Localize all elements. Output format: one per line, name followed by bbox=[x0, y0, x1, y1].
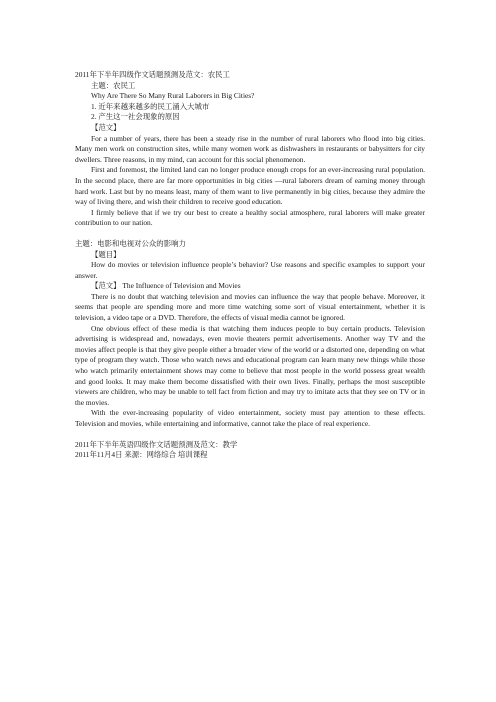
section2-topic: 主题：电影和电视对公众的影响力 bbox=[75, 238, 186, 248]
section-spacer bbox=[75, 229, 425, 239]
section2-paragraph-3: With the ever-increasing popularity of video entertainment, society must pay attention to these effects. Television and movies, while entertaining and informative, cannot take the place of real experience. bbox=[75, 408, 425, 428]
document-page bbox=[75, 70, 425, 461]
section2-question: How do movies or television influence people’s behavior? Use reasons and specific examples to support your answer. bbox=[75, 260, 425, 280]
section1-paragraph-3: I firmly believe that if we try our best to create a healthy social atmosphere, rural laborers will make greater contribution to our nation. bbox=[75, 207, 425, 228]
section1-paragraph-1: For a number of years, there has been a steady rise in the number of rural laborers who flood into big cities. Many men work on construction sites, while many women work as dishwashers in restaurants or babysitters for city dwellers. Three reasons, in my mind, can account for this social phenomenon. bbox=[75, 133, 425, 164]
section2-paragraph-1: There is no doubt that watching television and movies can influence the way that people behave. Moreover, it seems that people are spending more and more time watching some sort of visual entertainment, whether it is television, a video tape or a DVD. Therefore, the effects of visual media cannot be ignored. bbox=[75, 291, 425, 323]
section1-question: Why Are There So Many Rural Laborers in Big Cities? bbox=[91, 91, 255, 101]
section-spacer bbox=[75, 430, 425, 440]
section1-point-1: 1. 近年来越来越多的民工涌入大城市 bbox=[91, 101, 210, 111]
section2-paragraph-2: One obvious effect of these media is that watching them induces people to buy certain products. Television advertising is widespread and, nowadays, even movie theaters permit advertisements. Another way TV and the movies affect people is that they give people either a broader view of the world or a distorted one, depending on what type of program they watch. Those who watch news and educational program can learn many new things while those who watch primarily entertainment shows may come to believe that most people in the world possess great wealth and good looks. It may make them become dissatisfied with their own lives. Finally, perhaps the most susceptible viewers are children, who may be unable to tell fact from fiction and may try to imitate acts that they see on TV or in the movies. bbox=[75, 323, 425, 407]
section1-point-2: 2. 产生这一社会现象的原因 bbox=[91, 112, 180, 122]
section1-heading: 2011年下半年四级作文话题预测及范文：农民工 bbox=[75, 70, 230, 79]
section2-sample-heading: 【范文】 The Influence of Television and Movies bbox=[91, 281, 241, 291]
section1-topic: 主题：农民工 bbox=[91, 80, 136, 90]
section3-meta: 2011年11月4日 来源：网络综合 培训课程 bbox=[75, 450, 208, 460]
section1-sample-label: 【范文】 bbox=[91, 122, 121, 132]
section2-question-label: 【题目】 bbox=[91, 249, 121, 259]
section3-heading: 2011年下半年英语四级作文话题预测及范文：教学 bbox=[75, 439, 238, 449]
section1-paragraph-2: First and foremost, the limited land can no longer produce enough crops for an ever-increasing rural population. In the second place, there are far more opportunities in big cities —rural laborers dream of earning money through hard work. Last but by no means least, many of them want to live permanently in big cities, because they admire the way of living there, and wish their children to receive good education. bbox=[75, 165, 425, 207]
